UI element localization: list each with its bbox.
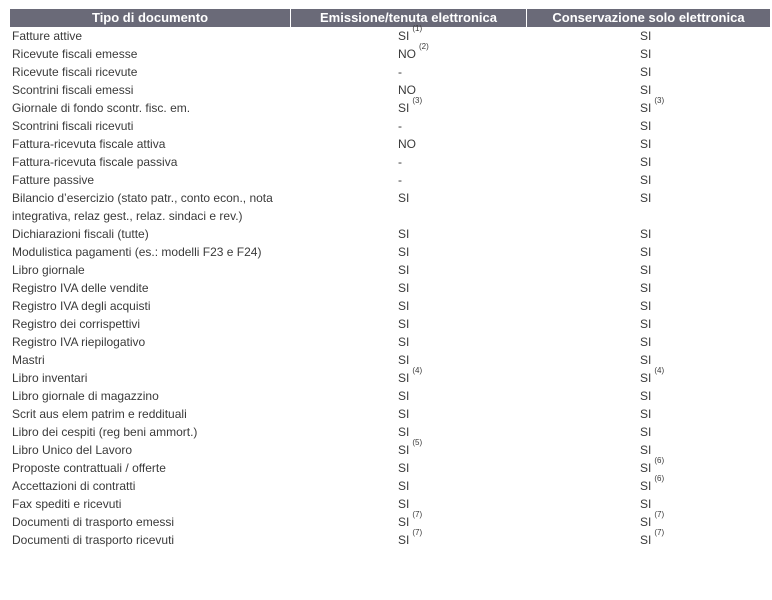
conservation-cell-content (640, 135, 651, 153)
conservation-cell (527, 171, 770, 189)
conservation-cell (527, 297, 770, 315)
conservation-cell-content (640, 96, 665, 117)
emission-cell (291, 96, 527, 117)
emission-value: NO (398, 47, 416, 61)
table-row (10, 135, 770, 153)
document-type-cell: Bilancio d’esercizio (stato patr., conto econ., nota integrativa, relaz gest., relaz. sindaci e rev.) (12, 191, 273, 223)
document-type-cell: Libro dei cespiti (reg beni ammort.) (12, 425, 198, 439)
emission-cell-content (398, 351, 409, 369)
emission-value: SI (398, 407, 410, 421)
emission-cell (291, 63, 527, 81)
emission-cell (291, 243, 527, 261)
table-row (10, 27, 770, 45)
conservation-cell (527, 474, 770, 495)
document-type-cell: Mastri (12, 353, 45, 367)
document-type-cell: Scrit aus elem patrim e reddituali (12, 407, 187, 421)
emission-cell (291, 333, 527, 351)
emission-cell (291, 366, 527, 387)
conservation-cell-content (640, 45, 651, 63)
table-row (10, 477, 770, 495)
conservation-cell (527, 456, 770, 477)
conservation-value: SI (640, 515, 652, 529)
conservation-value: SI (640, 443, 652, 457)
emission-footnote: (5) (412, 438, 423, 447)
emission-cell (291, 81, 527, 99)
table-row (10, 315, 770, 333)
conservation-value: SI (640, 29, 652, 43)
emission-cell (291, 405, 527, 423)
conservation-value: SI (640, 533, 652, 547)
emission-value: SI (398, 479, 410, 493)
conservation-cell (527, 63, 770, 81)
conservation-cell (527, 96, 770, 117)
emission-cell-content (398, 279, 409, 297)
document-type-cell: Dichiarazioni fiscali (tutte) (12, 227, 149, 241)
document-type-cell: Libro giornale di magazzino (12, 389, 159, 403)
emission-value: SI (398, 371, 410, 385)
emission-value: NO (398, 137, 416, 151)
conservation-cell-content (640, 171, 651, 189)
emission-value: SI (398, 263, 410, 277)
conservation-value: SI (640, 47, 652, 61)
emission-footnote: (4) (412, 366, 423, 375)
table-row (10, 261, 770, 279)
emission-cell (291, 24, 527, 45)
conservation-cell (527, 315, 770, 333)
emission-footnote: (7) (412, 510, 423, 519)
conservation-value: SI (640, 263, 652, 277)
conservation-value: SI (640, 227, 652, 241)
conservation-cell-content (640, 528, 665, 549)
conservation-value: SI (640, 173, 652, 187)
emission-value: SI (398, 281, 410, 295)
conservation-cell-content (640, 27, 651, 45)
emission-cell-content (398, 528, 423, 549)
emission-cell (291, 510, 527, 531)
emission-cell-content (398, 333, 409, 351)
emission-value: SI (398, 191, 410, 205)
conservation-cell (527, 279, 770, 297)
emission-footnote: (2) (419, 42, 429, 51)
header-row (10, 9, 770, 27)
conservation-footnote: (3) (654, 96, 665, 105)
emission-value: SI (398, 443, 410, 457)
document-type-cell: Libro inventari (12, 371, 88, 385)
emission-cell-content (398, 495, 409, 513)
emission-value: SI (398, 299, 410, 313)
conservation-value: SI (640, 119, 652, 133)
emission-cell-content (398, 459, 409, 477)
table-row (10, 171, 770, 189)
table-row (10, 225, 770, 243)
conservation-footnote: (6) (654, 474, 665, 483)
document-type-cell: Scontrini fiscali emessi (12, 83, 134, 97)
document-type-cell: Registro IVA degli acquisti (12, 299, 151, 313)
emission-value: SI (398, 461, 410, 475)
conservation-cell-content (640, 261, 651, 279)
emission-value: SI (398, 497, 410, 511)
conservation-cell (527, 27, 770, 45)
conservation-cell-content (640, 225, 651, 243)
emission-cell (291, 477, 527, 495)
conservation-value: SI (640, 155, 652, 169)
conservation-value: SI (640, 371, 652, 385)
conservation-value: SI (640, 191, 652, 205)
conservation-cell-content (640, 474, 665, 495)
emission-cell-content (398, 117, 402, 135)
conservation-value: SI (640, 137, 652, 151)
conservation-cell (527, 261, 770, 279)
conservation-value: SI (640, 461, 652, 475)
table-row (10, 333, 770, 351)
emission-value: SI (398, 353, 410, 367)
emission-cell (291, 42, 527, 63)
document-type-cell: Registro dei corrispettivi (12, 317, 141, 331)
conservation-cell-content (640, 297, 651, 315)
emission-value: SI (398, 425, 410, 439)
conservation-value: SI (640, 299, 652, 313)
emission-cell-content (398, 387, 409, 405)
emission-cell-content (398, 315, 409, 333)
conservation-cell (527, 366, 770, 387)
conservation-value: SI (640, 389, 652, 403)
table-row (10, 423, 770, 441)
conservation-footnote: (7) (654, 510, 665, 519)
table-row (10, 243, 770, 261)
emission-cell (291, 351, 527, 369)
conservation-cell (527, 405, 770, 423)
document-type-cell: Registro IVA delle vendite (12, 281, 149, 295)
conservation-cell-content (640, 387, 651, 405)
conservation-cell-content (640, 117, 651, 135)
header-conservation: Conservazione solo elettronica (527, 9, 770, 27)
conservation-cell (527, 495, 770, 513)
table-row (10, 99, 770, 117)
emission-cell (291, 279, 527, 297)
conservation-footnote: (7) (654, 528, 665, 537)
conservation-value: SI (640, 83, 652, 97)
emission-cell-content (398, 297, 409, 315)
emission-cell (291, 171, 527, 189)
header-document-type: Tipo di documento (10, 9, 291, 27)
emission-cell (291, 297, 527, 315)
emission-cell-content (398, 135, 416, 153)
conservation-value: SI (640, 407, 652, 421)
document-type-cell: Fatture attive (12, 29, 83, 43)
table-row (10, 279, 770, 297)
conservation-cell (527, 243, 770, 261)
emission-cell (291, 315, 527, 333)
table-row (10, 117, 770, 135)
table-row (10, 531, 770, 549)
emission-cell (291, 225, 527, 243)
emission-cell (291, 459, 527, 477)
conservation-value: SI (640, 245, 652, 259)
table-row (10, 45, 770, 63)
conservation-cell-content (640, 366, 665, 387)
emission-value: SI (398, 29, 410, 43)
document-type-cell: Libro Unico del Lavoro (12, 443, 133, 457)
document-type-cell: Fattura-ricevuta fiscale passiva (12, 155, 178, 169)
document-type-cell: Documenti di trasporto ricevuti (12, 533, 175, 547)
conservation-value: SI (640, 479, 652, 493)
emission-value: SI (398, 317, 410, 331)
emission-cell (291, 135, 527, 153)
emission-cell-content (398, 261, 409, 279)
conservation-cell (527, 387, 770, 405)
emission-cell-content (398, 423, 409, 441)
emission-value: SI (398, 335, 410, 349)
document-type-cell: Documenti di trasporto emessi (12, 515, 175, 529)
emission-value: - (398, 65, 402, 79)
emission-footnote: (1) (412, 24, 423, 33)
document-type-cell: Libro giornale (12, 263, 85, 277)
emission-value: SI (398, 101, 410, 115)
table-row (10, 297, 770, 315)
document-type-cell: Fattura-ricevuta fiscale attiva (12, 137, 166, 151)
document-type-cell: Proposte contrattuali / offerte (12, 461, 166, 475)
conservation-cell-content (640, 351, 651, 369)
emission-cell (291, 153, 527, 171)
document-type-cell: Registro IVA riepilogativo (12, 335, 146, 349)
table-row (10, 153, 770, 171)
document-type-cell: Scontrini fiscali ricevuti (12, 119, 134, 133)
document-table (10, 9, 770, 549)
conservation-cell-content (640, 279, 651, 297)
conservation-value: SI (640, 65, 652, 79)
conservation-value: SI (640, 497, 652, 511)
emission-cell-content (398, 438, 423, 459)
emission-cell-content (398, 225, 409, 243)
emission-cell-content (398, 42, 429, 63)
emission-cell-content (398, 96, 423, 117)
emission-value: - (398, 119, 402, 133)
document-type-cell: Ricevute fiscali emesse (12, 47, 138, 61)
table-header (10, 9, 770, 27)
conservation-cell-content (640, 243, 651, 261)
conservation-cell (527, 351, 770, 369)
document-type-cell: Modulistica pagamenti (es.: modelli F23 e F24) (12, 245, 262, 259)
emission-cell (291, 495, 527, 513)
table-body (10, 24, 770, 549)
table-row (10, 63, 770, 81)
emission-cell (291, 189, 527, 225)
emission-cell (291, 261, 527, 279)
conservation-cell (527, 225, 770, 243)
conservation-cell (527, 153, 770, 171)
conservation-value: SI (640, 425, 652, 439)
emission-value: SI (398, 245, 410, 259)
conservation-cell (527, 117, 770, 135)
emission-cell-content (398, 153, 402, 171)
document-type-cell: Accettazioni di contratti (12, 479, 136, 493)
conservation-cell-content (640, 495, 651, 513)
conservation-cell (527, 333, 770, 351)
emission-cell-content (398, 63, 402, 81)
conservation-cell (527, 441, 770, 459)
document-type-cell: Giornale di fondo scontr. fisc. em. (12, 101, 191, 115)
conservation-cell-content (640, 333, 651, 351)
document-type-cell: Ricevute fiscali ricevute (12, 65, 138, 79)
emission-cell (291, 438, 527, 459)
conservation-cell-content (640, 81, 651, 99)
conservation-cell-content (640, 315, 651, 333)
emission-value: SI (398, 533, 410, 547)
emission-value: SI (398, 389, 410, 403)
emission-value: SI (398, 515, 410, 529)
conservation-cell (527, 81, 770, 99)
conservation-value: SI (640, 317, 652, 331)
conservation-cell-content (640, 189, 651, 207)
conservation-footnote: (6) (654, 456, 665, 465)
conservation-value: SI (640, 353, 652, 367)
table-row (10, 405, 770, 423)
table-row (10, 387, 770, 405)
document-type-cell: Fax spediti e ricevuti (12, 497, 122, 511)
document-type-cell: Fatture passive (12, 173, 95, 187)
emission-cell (291, 528, 527, 549)
conservation-value: SI (640, 281, 652, 295)
emission-cell-content (398, 189, 409, 207)
emission-value: - (398, 173, 402, 187)
emission-value: NO (398, 83, 416, 97)
conservation-value: SI (640, 335, 652, 349)
emission-cell-content (398, 243, 409, 261)
emission-value: - (398, 155, 402, 169)
conservation-footnote: (4) (654, 366, 665, 375)
emission-footnote: (3) (412, 96, 423, 105)
conservation-cell (527, 45, 770, 63)
conservation-cell-content (640, 423, 651, 441)
conservation-cell (527, 135, 770, 153)
conservation-cell-content (640, 153, 651, 171)
header-emission: Emissione/tenuta elettronica (291, 9, 527, 27)
conservation-cell (527, 423, 770, 441)
table-row (10, 369, 770, 387)
emission-cell-content (398, 171, 402, 189)
emission-cell-content (398, 477, 409, 495)
conservation-cell (527, 528, 770, 549)
conservation-value: SI (640, 101, 652, 115)
emission-value: SI (398, 227, 410, 241)
emission-cell-content (398, 366, 423, 387)
emission-cell (291, 423, 527, 441)
emission-cell (291, 117, 527, 135)
emission-cell-content (398, 405, 409, 423)
conservation-cell (527, 510, 770, 531)
table-row (10, 189, 770, 225)
emission-cell (291, 387, 527, 405)
document-table-container (10, 9, 772, 549)
conservation-cell (527, 189, 770, 225)
conservation-cell-content (640, 441, 651, 459)
emission-footnote: (7) (412, 528, 423, 537)
conservation-cell-content (640, 63, 651, 81)
conservation-cell-content (640, 405, 651, 423)
